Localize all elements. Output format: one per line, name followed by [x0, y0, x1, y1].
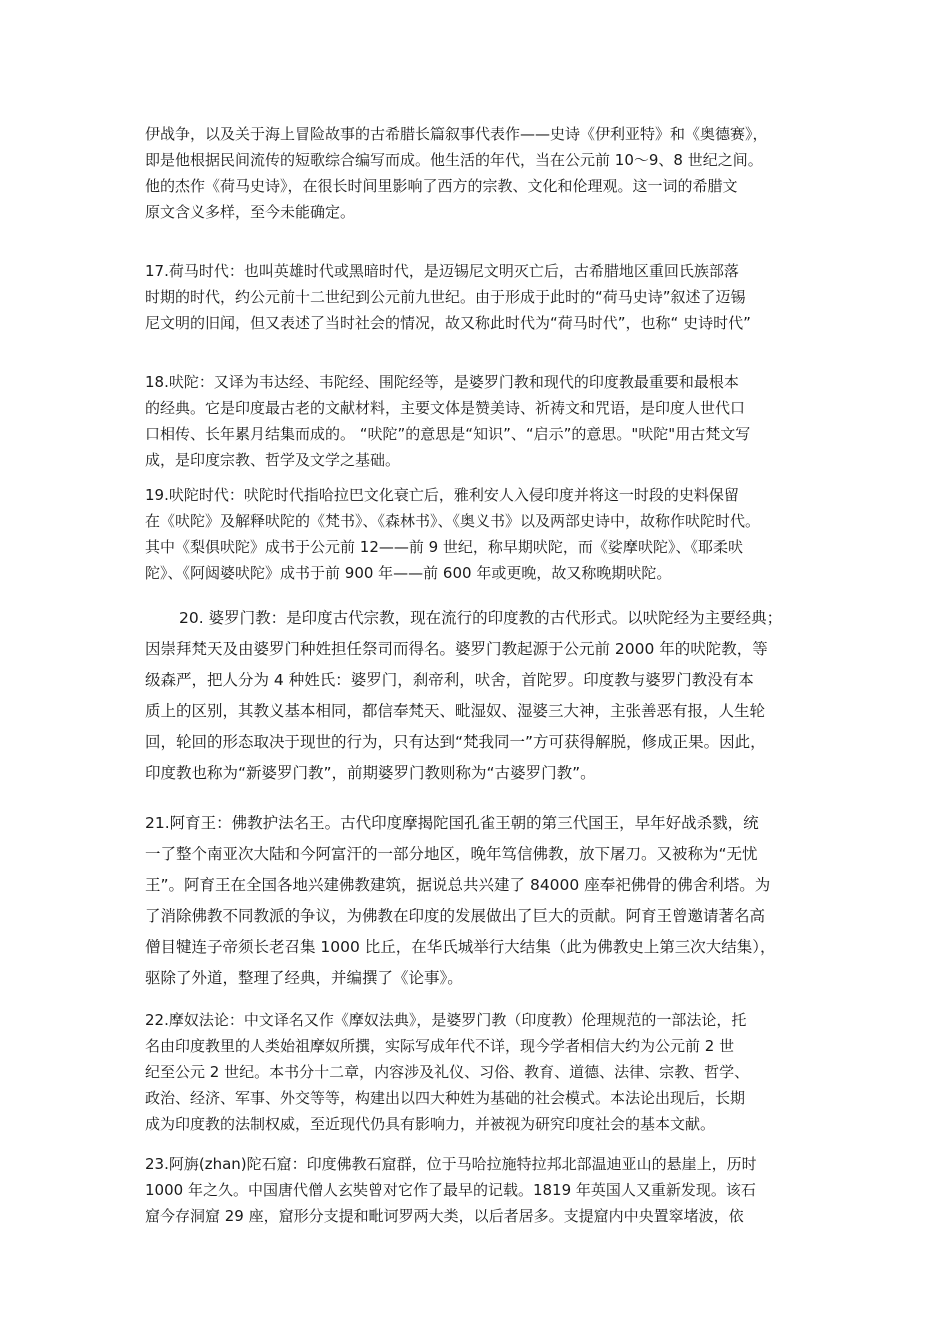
text-line: 级森严，把人分为 4 种姓氏：婆罗门，刹帝利，吠舍，首陀罗。印度教与婆罗门教没有本 [145, 671, 754, 689]
text-line: 名由印度教里的人类始祖摩奴所撰，实际写成年代不详，现今学者相信大约为公元前 2 世 [145, 1037, 735, 1055]
text-line: 在《吠陀》及解释吠陀的《梵书》、《森林书》、《奥义书》以及两部史诗中，故称作吠陀时代。 [145, 512, 761, 530]
paragraph-veda [145, 369, 811, 473]
text-line: 18.吠陀：又译为韦达经、韦陀经、围陀经等，是婆罗门教和现代的印度教最重要和最根本 [145, 373, 739, 391]
text-line: 印度教也称为“新婆罗门教”，前期婆罗门教则称为“古婆罗门教”。 [145, 764, 596, 782]
text-line: 17.荷马时代：也叫英雄时代或黑暗时代，是迈锡尼文明灭亡后，古希腊地区重回氏族部落 [145, 262, 739, 280]
text-line: 时期的时代，约公元前十二世纪到公元前九世纪。由于形成于此时的“荷马史诗”叙述了迈锡 [145, 288, 746, 306]
paragraph-vedic-age [145, 482, 811, 586]
text-line: 23.阿旃(zhan)陀石窟：印度佛教石窟群，位于马哈拉施特拉邦北部温迪亚山的悬崖上，历时 [145, 1155, 757, 1173]
paragraph-ajanta [145, 1151, 811, 1229]
text-line: 质上的区别，其教义基本相同，都信奉梵天、毗湿奴、湿婆三大神，主张善恶有报，人生轮 [145, 702, 766, 720]
text-line: 成，是印度宗教、哲学及文学之基础。 [145, 451, 401, 469]
paragraph-homer-continued [145, 121, 811, 225]
text-line: 1000 年之久。中国唐代僧人玄奘曾对它作了最早的记载。1819 年英国人又重新发现。该石 [145, 1181, 756, 1199]
text-line: 口相传、长年累月结集而成的。 “吠陀”的意思是“知识”、“启示”的意思。"吠陀"用古梵文写 [145, 425, 751, 443]
text-line: 成为印度教的法制权威，至近现代仍具有影响力，并被视为研究印度社会的基本文献。 [145, 1115, 716, 1133]
text-line: 窟今存洞窟 29 座，窟形分支提和毗诃罗两大类，以后者居多。支提窟内中央置窣堵波，依 [145, 1207, 744, 1225]
text-line: 的经典。它是印度最古老的文献材料，主要文体是赞美诗、祈祷文和咒语，是印度人世代口 [145, 399, 746, 417]
text-line: 尼文明的旧闻，但又表述了当时社会的情况，故又称此时代为“荷马时代”，也称“ 史诗时代” [145, 314, 751, 332]
text-line: 他的杰作《荷马史诗》，在很长时间里影响了西方的宗教、文化和伦理观。这一词的希腊文 [145, 177, 738, 195]
paragraph-brahmanism [145, 603, 811, 789]
text-line: 原文含义多样，至今未能确定。 [145, 203, 356, 221]
text-line: 一了整个南亚次大陆和今阿富汗的一部分地区，晚年笃信佛教，放下屠刀。又被称为“无忧 [145, 845, 758, 863]
text-line: 伊战争，以及关于海上冒险故事的古希腊长篇叙事代表作——史诗《伊利亚特》和《奥德赛》， [145, 125, 768, 143]
text-line: 20. 婆罗门教：是印度古代宗教，现在流行的印度教的古代形式。以吠陀经为主要经典； [179, 609, 783, 627]
text-line: 即是他根据民间流传的短歌综合编写而成。他生活的年代，当在公元前 10～9、8 世纪之间。 [145, 151, 763, 169]
paragraph-ashoka [145, 808, 811, 994]
text-line: 21.阿育王：佛教护法名王。古代印度摩揭陀国孔雀王朝的第三代国王，早年好战杀戮，统 [145, 814, 759, 832]
text-line: 22.摩奴法论：中文译名又作《摩奴法典》，是婆罗门教（印度教）伦理规范的一部法论，托 [145, 1011, 747, 1029]
paragraph-homeric-age [145, 258, 811, 336]
text-line: 因崇拜梵天及由婆罗门种姓担任祭司而得名。婆罗门教起源于公元前 2000 年的吠陀教，等 [145, 640, 768, 658]
text-line: 其中《梨俱吠陀》成书于公元前 12——前 9 世纪，称早期吠陀，而《娑摩吠陀》、《耶柔吠 [145, 538, 743, 556]
text-line: 回，轮回的形态取决于现世的行为，只有达到“梵我同一”方可获得解脱，修成正果。因此， [145, 733, 766, 751]
text-line: 19.吠陀时代：吠陀时代指哈拉巴文化衰亡后，雅利安人入侵印度并将这一时段的史料保留 [145, 486, 739, 504]
text-line: 驱除了外道，整理了经典，并编撰了《论事》。 [145, 969, 463, 987]
text-line: 政治、经济、军事、外交等等，构建出以四大种姓为基础的社会模式。本法论出现后，长期 [145, 1089, 746, 1107]
paragraph-manusmriti [145, 1007, 811, 1137]
text-line: 陀》、《阿闼婆吠陀》成书于前 900 年——前 600 年或更晚，故又称晚期吠陀。 [145, 564, 672, 582]
text-line: 了消除佛教不同教派的争议，为佛教在印度的发展做出了巨大的贡献。阿育王曾邀请著名高 [145, 907, 766, 925]
text-line: 僧目犍连子帝须长老召集 1000 比丘，在华氏城举行大结集（此为佛教史上第三次大结集）， [145, 938, 776, 956]
text-line: 王”。阿育王在全国各地兴建佛教建筑，据说总共兴建了 84000 座奉祀佛骨的佛舍利塔。为 [145, 876, 771, 894]
text-line: 纪至公元 2 世纪。本书分十二章，内容涉及礼仪、习俗、教育、道德、法律、宗教、哲学、 [145, 1063, 750, 1081]
